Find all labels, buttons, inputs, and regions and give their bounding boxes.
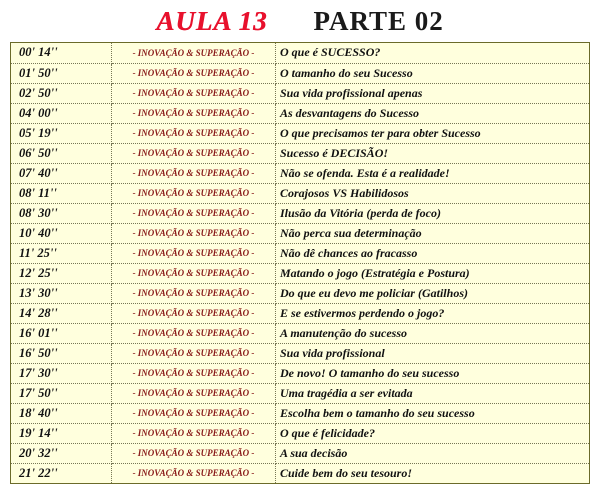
row-brand-label: - INOVAÇÃO & SUPERAÇÃO - — [112, 263, 276, 283]
row-timestamp: 12' 25'' — [11, 263, 112, 283]
row-timestamp: 04' 00'' — [11, 103, 112, 123]
table-row — [11, 423, 589, 443]
row-topic: De novo! O tamanho do seu sucesso — [276, 363, 590, 383]
table-row — [11, 123, 589, 143]
row-topic: Matando o jogo (Estratégia e Postura) — [276, 263, 590, 283]
row-timestamp: 00' 14'' — [11, 43, 112, 63]
table-row — [11, 383, 589, 403]
row-topic: Do que eu devo me policiar (Gatilhos) — [276, 283, 590, 303]
timestamp-table — [11, 43, 589, 483]
row-timestamp: 01' 50'' — [11, 63, 112, 83]
row-timestamp: 16' 50'' — [11, 343, 112, 363]
table-row — [11, 263, 589, 283]
table-row — [11, 83, 589, 103]
table-row — [11, 403, 589, 423]
row-topic: Escolha bem o tamanho do seu sucesso — [276, 403, 590, 423]
row-brand-label: - INOVAÇÃO & SUPERAÇÃO - — [112, 63, 276, 83]
row-topic: Ilusão da Vitória (perda de foco) — [276, 203, 590, 223]
row-topic: Cuide bem do seu tesouro! — [276, 463, 590, 483]
table-row — [11, 243, 589, 263]
row-topic: Sua vida profissional — [276, 343, 590, 363]
row-timestamp: 08' 30'' — [11, 203, 112, 223]
row-timestamp: 10' 40'' — [11, 223, 112, 243]
row-brand-label: - INOVAÇÃO & SUPERAÇÃO - — [112, 463, 276, 483]
row-topic: A sua decisão — [276, 443, 590, 463]
row-timestamp: 20' 32'' — [11, 443, 112, 463]
table-body — [11, 43, 589, 483]
row-brand-label: - INOVAÇÃO & SUPERAÇÃO - — [112, 123, 276, 143]
table-row — [11, 223, 589, 243]
row-timestamp: 21' 22'' — [11, 463, 112, 483]
row-brand-label: - INOVAÇÃO & SUPERAÇÃO - — [112, 363, 276, 383]
table-row — [11, 203, 589, 223]
row-brand-label: - INOVAÇÃO & SUPERAÇÃO - — [112, 103, 276, 123]
table-row — [11, 163, 589, 183]
table-row — [11, 323, 589, 343]
table-row — [11, 303, 589, 323]
table-row — [11, 43, 589, 63]
table-row — [11, 463, 589, 483]
row-timestamp: 17' 30'' — [11, 363, 112, 383]
row-brand-label: - INOVAÇÃO & SUPERAÇÃO - — [112, 243, 276, 263]
row-topic: Não se ofenda. Esta é a realidade! — [276, 163, 590, 183]
row-brand-label: - INOVAÇÃO & SUPERAÇÃO - — [112, 83, 276, 103]
row-brand-label: - INOVAÇÃO & SUPERAÇÃO - — [112, 223, 276, 243]
row-brand-label: - INOVAÇÃO & SUPERAÇÃO - — [112, 283, 276, 303]
row-topic: Sua vida profissional apenas — [276, 83, 590, 103]
row-brand-label: - INOVAÇÃO & SUPERAÇÃO - — [112, 163, 276, 183]
row-topic: Não dê chances ao fracasso — [276, 243, 590, 263]
table-row — [11, 443, 589, 463]
table-row — [11, 143, 589, 163]
row-topic: A manutenção do sucesso — [276, 323, 590, 343]
row-topic: Uma tragédia a ser evitada — [276, 383, 590, 403]
row-brand-label: - INOVAÇÃO & SUPERAÇÃO - — [112, 443, 276, 463]
row-timestamp: 06' 50'' — [11, 143, 112, 163]
row-brand-label: - INOVAÇÃO & SUPERAÇÃO - — [112, 143, 276, 163]
row-topic: Corajosos VS Habilidosos — [276, 183, 590, 203]
row-topic: O que precisamos ter para obter Sucesso — [276, 123, 590, 143]
row-timestamp: 17' 50'' — [11, 383, 112, 403]
table-row — [11, 283, 589, 303]
row-brand-label: - INOVAÇÃO & SUPERAÇÃO - — [112, 323, 276, 343]
row-brand-label: - INOVAÇÃO & SUPERAÇÃO - — [112, 423, 276, 443]
row-brand-label: - INOVAÇÃO & SUPERAÇÃO - — [112, 383, 276, 403]
page-header — [0, 0, 600, 42]
table-row — [11, 363, 589, 383]
row-brand-label: - INOVAÇÃO & SUPERAÇÃO - — [112, 303, 276, 323]
lesson-title: AULA 13 — [156, 5, 268, 36]
row-timestamp: 18' 40'' — [11, 403, 112, 423]
timestamp-table-container — [10, 42, 590, 484]
row-brand-label: - INOVAÇÃO & SUPERAÇÃO - — [112, 203, 276, 223]
row-topic: Não perca sua determinação — [276, 223, 590, 243]
row-timestamp: 08' 11'' — [11, 183, 112, 203]
row-brand-label: - INOVAÇÃO & SUPERAÇÃO - — [112, 343, 276, 363]
row-brand-label: - INOVAÇÃO & SUPERAÇÃO - — [112, 403, 276, 423]
row-timestamp: 13' 30'' — [11, 283, 112, 303]
row-topic: E se estivermos perdendo o jogo? — [276, 303, 590, 323]
row-brand-label: - INOVAÇÃO & SUPERAÇÃO - — [112, 183, 276, 203]
row-timestamp: 19' 14'' — [11, 423, 112, 443]
row-topic: Sucesso é DECISÃO! — [276, 143, 590, 163]
row-timestamp: 05' 19'' — [11, 123, 112, 143]
row-topic: As desvantagens do Sucesso — [276, 103, 590, 123]
table-row — [11, 103, 589, 123]
row-topic: O que é felicidade? — [276, 423, 590, 443]
row-timestamp: 02' 50'' — [11, 83, 112, 103]
row-timestamp: 16' 01'' — [11, 323, 112, 343]
row-timestamp: 14' 28'' — [11, 303, 112, 323]
row-timestamp: 11' 25'' — [11, 243, 112, 263]
row-topic: O que é SUCESSO? — [276, 43, 590, 63]
row-timestamp: 07' 40'' — [11, 163, 112, 183]
table-row — [11, 63, 589, 83]
row-topic: O tamanho do seu Sucesso — [276, 63, 590, 83]
row-brand-label: - INOVAÇÃO & SUPERAÇÃO - — [112, 43, 276, 63]
part-title: PARTE 02 — [313, 5, 444, 36]
table-row — [11, 183, 589, 203]
table-row — [11, 343, 589, 363]
